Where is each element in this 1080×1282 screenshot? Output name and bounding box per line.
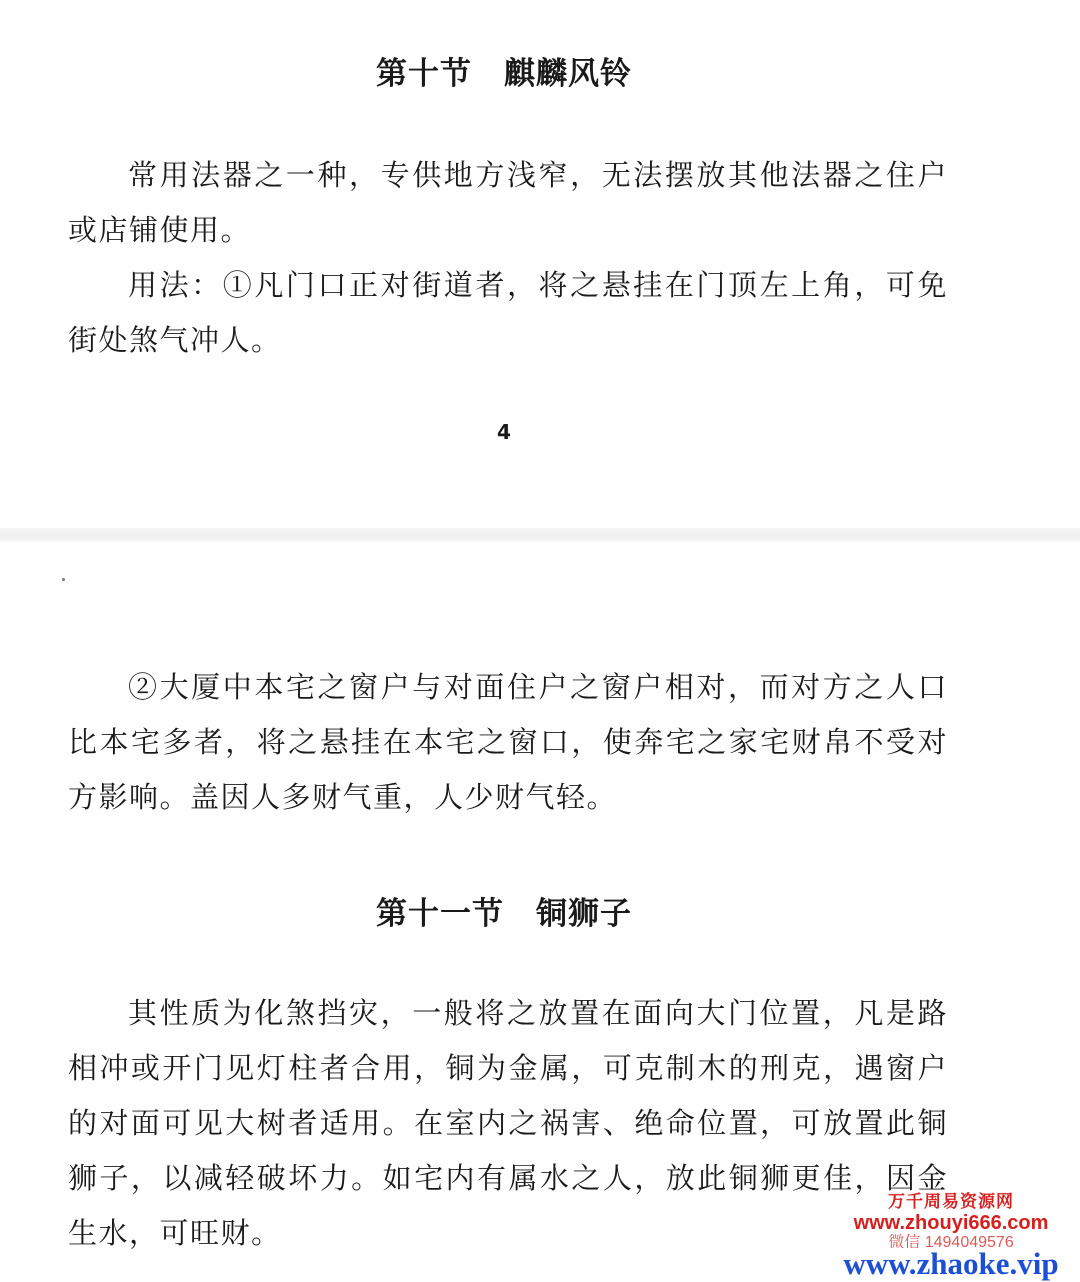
watermark-site-1: www.zhouyi666.com	[853, 1212, 1049, 1234]
paragraph-bronze-lion: 其性质为化煞挡灾，一般将之放置在面向大门位置，凡是路相冲或开门见灯柱者合用，铜为金属，可克制木的刑克，遇窗户的对面可见大树者适用。在室内之祸害、绝命位置，可放置此铜狮子，以减轻破坏力。如宅内有属水之人，放此铜狮更佳，因金生水，可旺财。	[68, 996, 948, 1250]
page-number: 4	[497, 420, 511, 444]
paragraph-qilin-intro: 常用法器之一种，专供地方浅窄，无法摆放其他法器之住户或店铺使用。	[68, 158, 948, 247]
paragraph-qilin-usage-1: 用法：①凡门口正对街道者，将之悬挂在门顶左上角，可免街处煞气冲人。	[68, 268, 948, 357]
paragraph-qilin-usage-2: ②大厦中本宅之窗户与对面住户之窗户相对，而对方之人口比本宅多者，将之悬挂在本宅之窗口，使奔宅之家宅财帛不受对方影响。盖因人多财气重，人少财气轻。	[68, 670, 948, 814]
section-title-qilin-windchime: 第十节 麒麟风铃	[376, 56, 632, 92]
watermark	[826, 1193, 1076, 1280]
watermark-contact: 微信 1494049576	[888, 1234, 1014, 1248]
watermark-name: 万千周易资源网	[888, 1192, 1014, 1212]
scan-speck	[62, 578, 65, 581]
watermark-site-2: www.zhaoke.vip	[843, 1246, 1059, 1281]
page-divider	[0, 528, 1080, 542]
bottom-page	[0, 542, 1080, 1282]
top-page	[0, 0, 1080, 528]
section-title-bronze-lion: 第十一节 铜狮子	[376, 896, 632, 932]
